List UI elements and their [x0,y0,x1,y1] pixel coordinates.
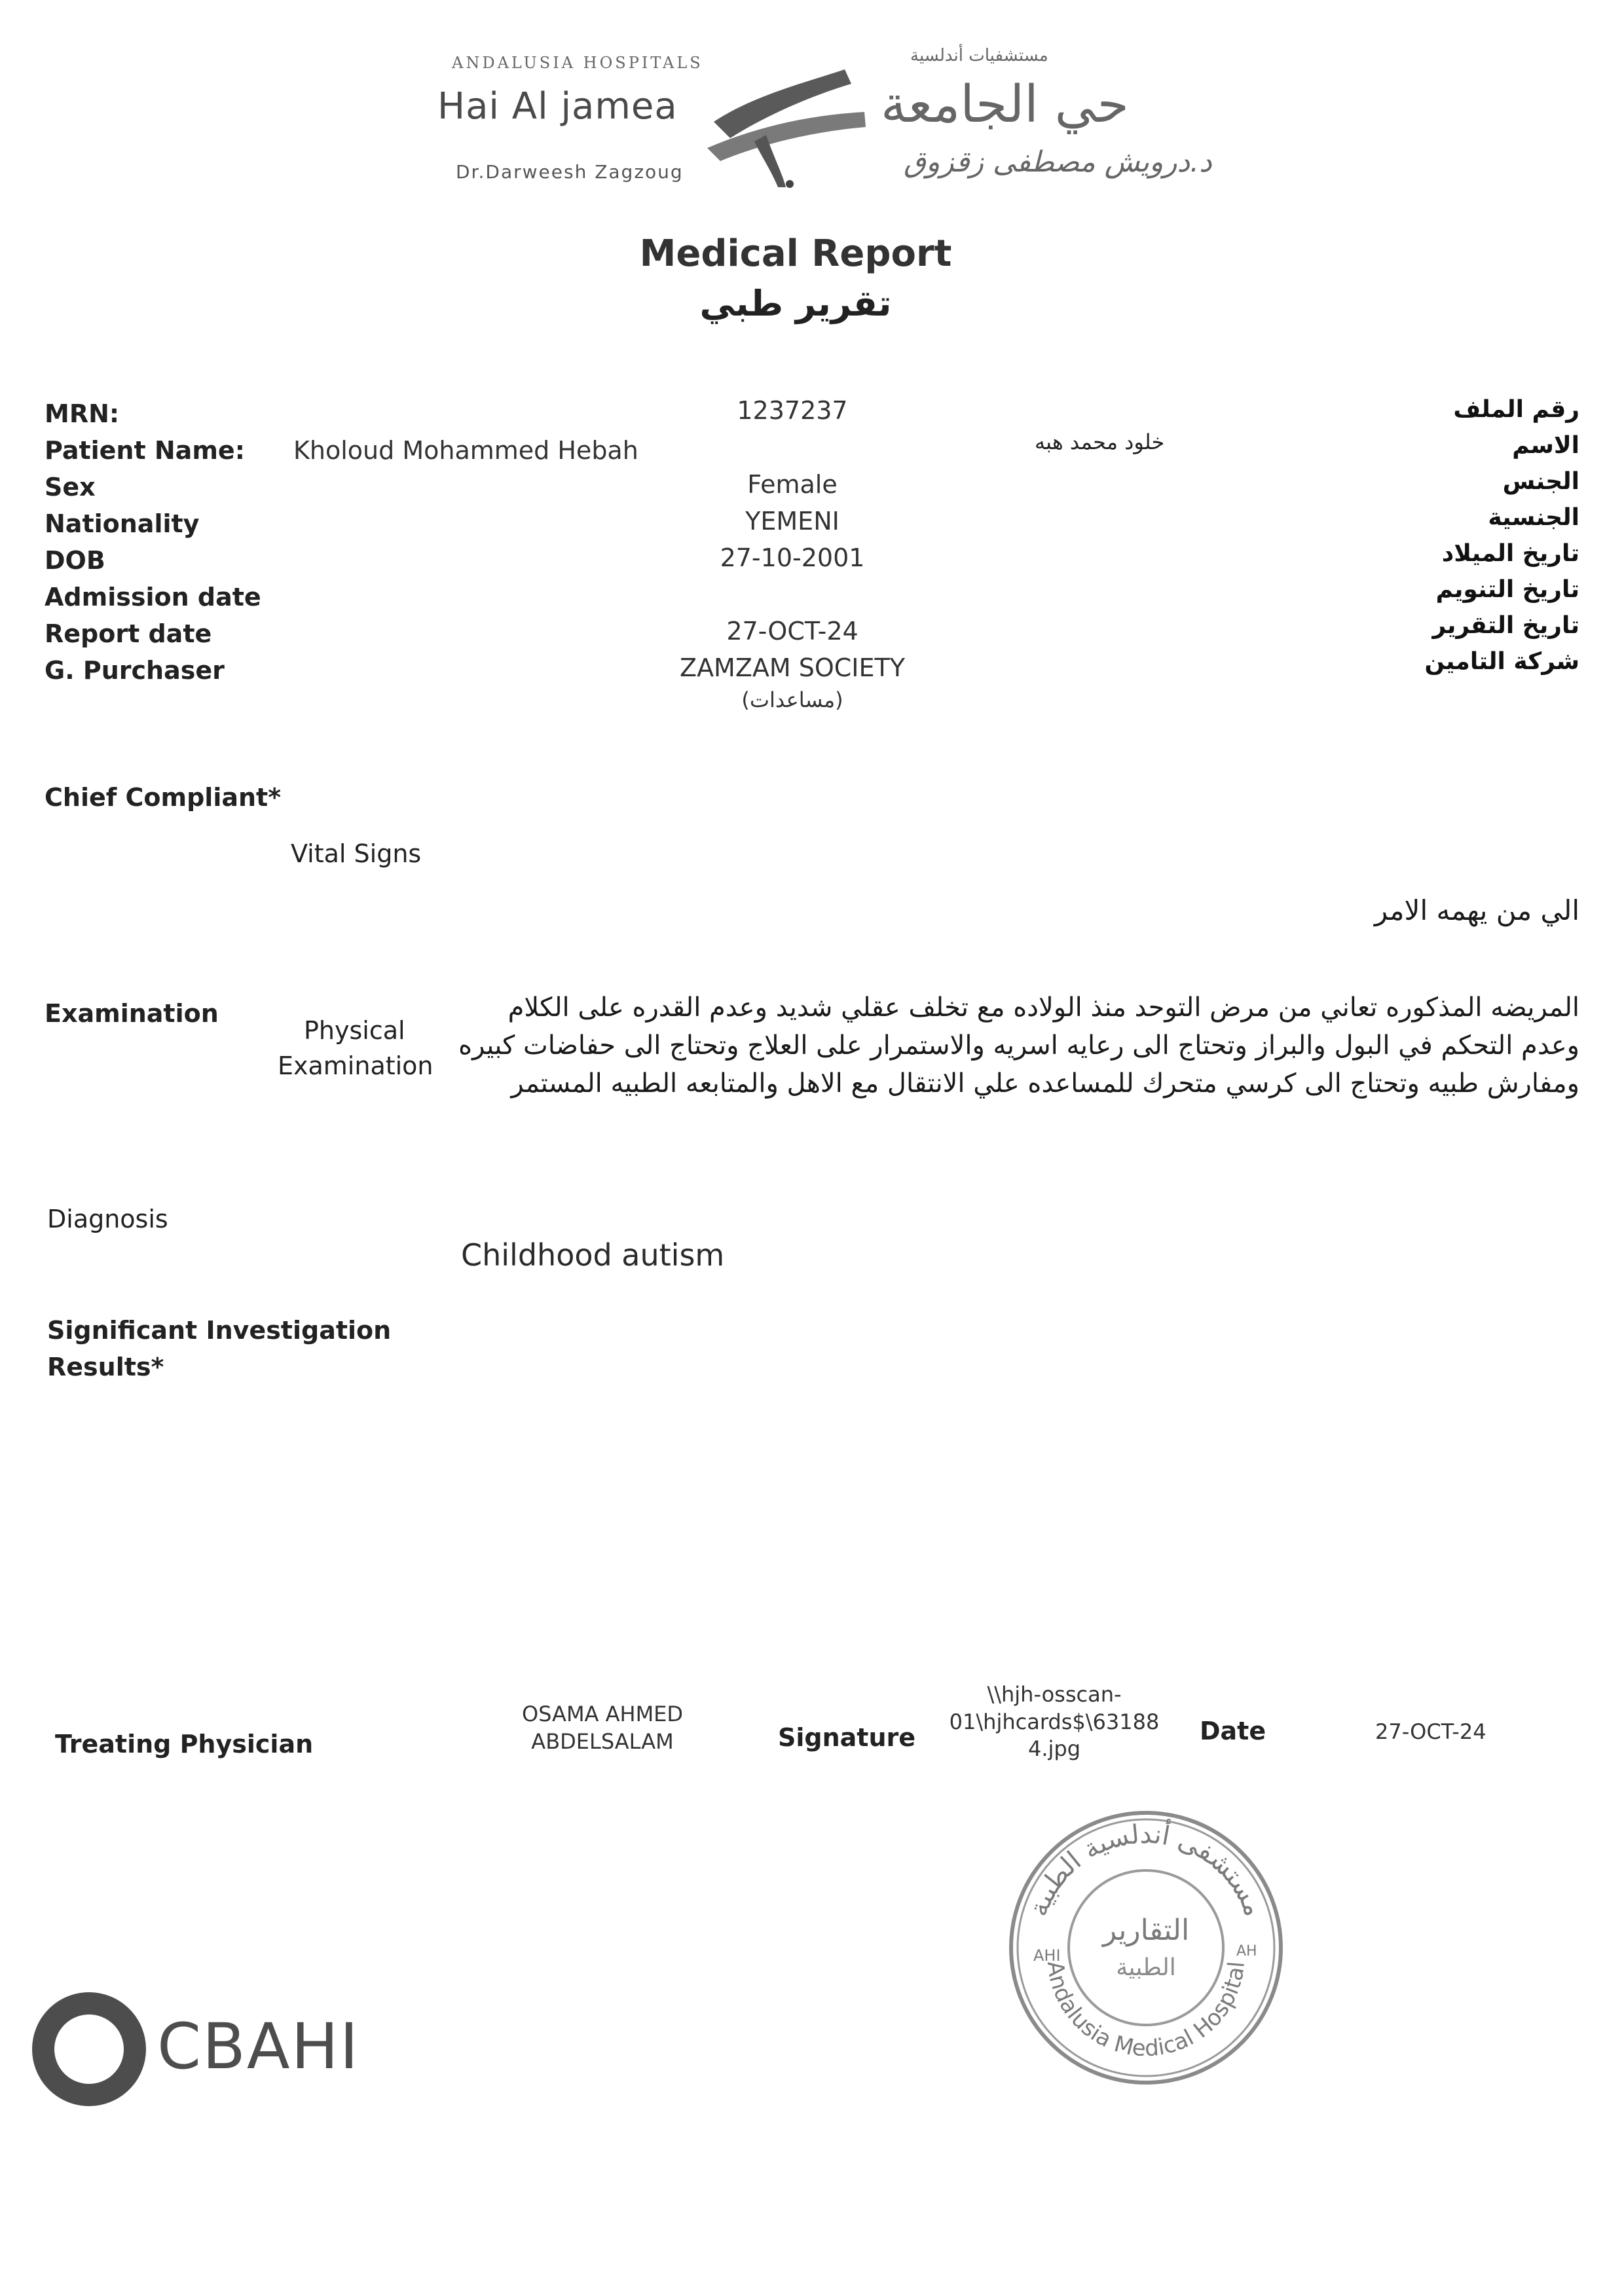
treating-physician-label: Treating Physician [55,1730,314,1758]
mrn-label: MRN: [45,399,120,428]
cbahi-logo-icon [30,1990,148,2108]
stamp-side-right: AH [1236,1943,1257,1959]
stamp-outer-en: Andalusia Medical Hospital [1041,1959,1250,2062]
physical-label: Physical [304,1016,405,1045]
mrn-value: 1237237 [737,396,848,425]
patient-name-label-ar: الاسم [1512,432,1579,459]
chief-complaint-label: Chief Compliant* [45,783,282,812]
purchaser-value: ZAMZAM SOCIETY [680,653,905,682]
admission-date-label-ar: تاريخ التنويم [1435,576,1579,603]
physician-name-line-1: OSAMA AHMED [521,1702,684,1726]
hospital-group-name-ar: مستشفيات أندلسية [910,46,1048,65]
signature-path-line-2: 01\hjhcards$\63188 [949,1709,1160,1734]
patient-name-value-ar: خلود محمد هبه [1035,429,1165,454]
date-label: Date [1200,1717,1266,1745]
physician-name [498,1701,707,1755]
signature-path-line-1: \\hjh-osscan- [987,1682,1122,1707]
hospital-logo-icon [694,50,891,194]
purchaser-label-ar: شركة التامين [1424,648,1579,675]
signature-label: Signature [778,1723,916,1752]
report-date-label: Report date [45,619,212,648]
purchaser-label: G. Purchaser [45,656,225,685]
diagnosis-label: Diagnosis [47,1205,168,1233]
admission-date-label: Admission date [45,583,261,611]
physician-name-line-2: ABDELSALAM [531,1728,674,1754]
sex-label-ar: الجنس [1502,468,1579,495]
hospital-stamp [1002,1804,1290,2092]
investigation-label: Significant Investigation [47,1316,392,1345]
addressee-ar: الي من يهمه الامر [1374,894,1579,926]
page-title: Medical Report [639,232,952,275]
stamp-inner-ar-2: الطبية [1116,1954,1176,1981]
patient-name-label: Patient Name: [45,436,245,465]
patient-name-value: Kholoud Mohammed Hebah [293,436,638,465]
purchaser-value-ar: (مساعدات) [741,687,843,712]
stamp-side-left: AHI [1033,1946,1061,1965]
vital-signs-label: Vital Signs [291,839,422,868]
stamp-icon [1002,1804,1290,2092]
sex-label: Sex [45,473,96,501]
examination-text-ar: المريضه المذكوره تعاني من مرض التوحد منذ الولاده مع تخلف عقلي شديد وعدم القدره على الكلام وعدم التحكم في البول والبراز وتحتاج الى رعايه اسريه والاستمرار على العلاج وتحتاج الى حفاضات كبيره ومفارش طبيه وتحتاج الى كرسي متحرك للمساعده علي الانتقال مع الاهل والمتابعه الطبيه المستمر [458,993,1579,1099]
hospital-name-ar: حي الجامعة [881,75,1129,134]
report-date-value: 27-OCT-24 [726,617,858,646]
signature-path [917,1681,1192,1763]
date-value: 27-OCT-24 [1375,1719,1486,1744]
dob-label-ar: تاريخ الميلاد [1441,540,1579,567]
cbahi-name: CBAHI [157,2010,360,2083]
dob-value: 27-10-2001 [720,543,865,572]
page-title-ar: تقرير طبي [699,283,892,324]
diagnosis-value: Childhood autism [461,1237,725,1273]
nationality-label-ar: الجنسية [1488,504,1579,531]
examination-label: Examination [45,999,219,1028]
nationality-label: Nationality [45,509,200,538]
dob-label: DOB [45,546,105,575]
hospital-name: Hai Al jamea [437,85,678,128]
signature-path-line-3: 4.jpg [1027,1736,1081,1762]
investigation-label-2: Results* [47,1353,164,1381]
doctor-name: Dr.Darweesh Zagzoug [456,161,684,183]
stamp-outer-ar: مستشفى أندلسية الطبية [1023,1819,1269,1920]
sex-value: Female [747,470,838,499]
doctor-name-ar: د.درويش مصطفى زقزوق [904,145,1212,179]
stamp-inner-ar-1: التقارير [1102,1914,1190,1947]
hospital-group-name: ANDALUSIA HOSPITALS [452,54,703,72]
mrn-label-ar: رقم الملف [1453,396,1579,423]
report-date-label-ar: تاريخ التقرير [1432,612,1579,639]
nationality-value: YEMENI [745,507,840,536]
examination-sub-label: Examination [278,1051,434,1080]
